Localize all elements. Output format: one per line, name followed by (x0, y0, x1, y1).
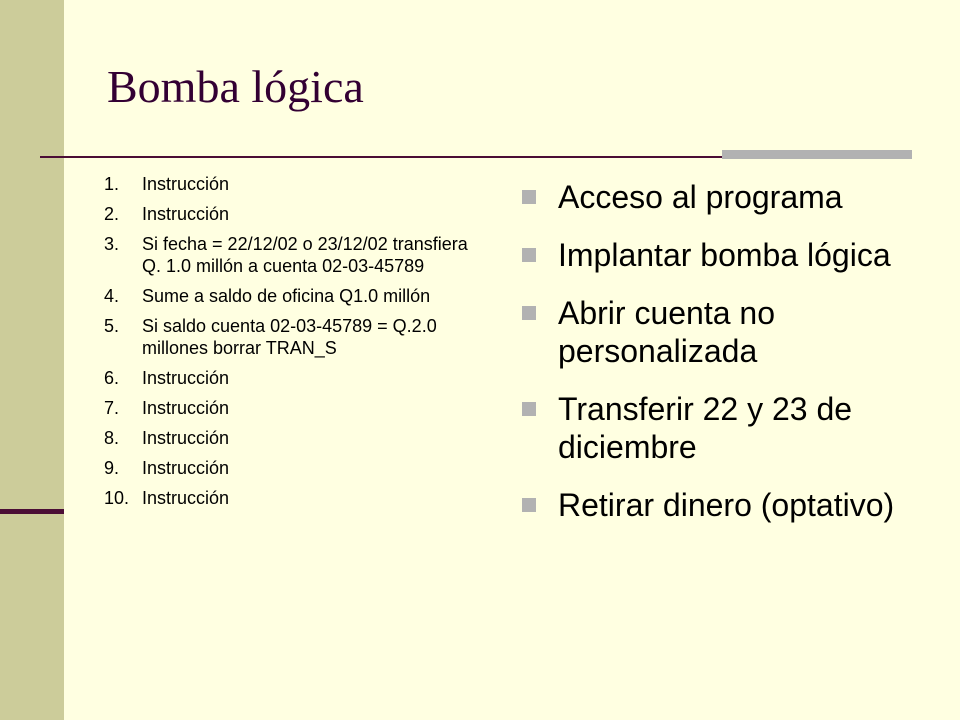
list-text: Instrucción (142, 398, 230, 418)
side-bar-accent (0, 509, 64, 514)
list-text: Instrucción (142, 368, 230, 388)
list-text: Instrucción (142, 488, 230, 508)
list-text: Instrucción (142, 458, 230, 478)
list-text: Instrucción (142, 174, 230, 194)
square-bullet-icon (522, 402, 536, 416)
list-item (104, 285, 484, 307)
square-bullet-icon (522, 306, 536, 320)
bullet-text: Abrir cuenta no personalizada (558, 295, 776, 369)
list-text: Instrucción (142, 428, 230, 448)
list-number: 8. (104, 428, 120, 448)
list-number: 3. (104, 234, 120, 254)
bullet-item (522, 486, 942, 524)
list-text: Instrucción (142, 204, 230, 224)
bullet-text: Acceso al programa (558, 179, 843, 215)
list-item (104, 173, 484, 195)
list-number: 6. (104, 368, 120, 388)
bullet-text: Retirar dinero (optativo) (558, 487, 895, 523)
list-item (104, 487, 484, 509)
list-item (104, 315, 484, 359)
list-item (104, 457, 484, 479)
steps-list (522, 178, 942, 544)
square-bullet-icon (522, 190, 536, 204)
list-text: Si saldo cuenta 02-03-45789 = Q.2.0 millones borrar TRAN_S (142, 316, 437, 358)
square-bullet-icon (522, 248, 536, 262)
bullet-item (522, 294, 942, 370)
list-item (104, 203, 484, 225)
list-number: 1. (104, 174, 120, 194)
list-number: 7. (104, 398, 120, 418)
list-number: 5. (104, 316, 120, 336)
square-bullet-icon (522, 498, 536, 512)
side-bar (0, 0, 64, 720)
bullet-text: Transferir 22 y 23 de diciembre (558, 391, 853, 465)
list-item (104, 367, 484, 389)
list-number: 9. (104, 458, 120, 478)
bullet-text: Implantar bomba lógica (558, 237, 891, 273)
list-item (104, 397, 484, 419)
list-number: 2. (104, 204, 120, 224)
list-text: Sume a saldo de oficina Q1.0 millón (142, 286, 431, 306)
bullet-item (522, 236, 942, 274)
list-item (104, 233, 484, 277)
list-item (104, 427, 484, 449)
instruction-list (104, 173, 484, 517)
slide-title: Bomba lógica (107, 61, 364, 112)
list-text: Si fecha = 22/12/02 o 23/12/02 transfiera Q. 1.0 millón a cuenta 02-03-45789 (142, 234, 468, 276)
bullet-item (522, 178, 942, 216)
list-number: 10. (104, 488, 130, 508)
bullet-item (522, 390, 942, 466)
title-divider-accent (722, 150, 912, 159)
list-number: 4. (104, 286, 120, 306)
